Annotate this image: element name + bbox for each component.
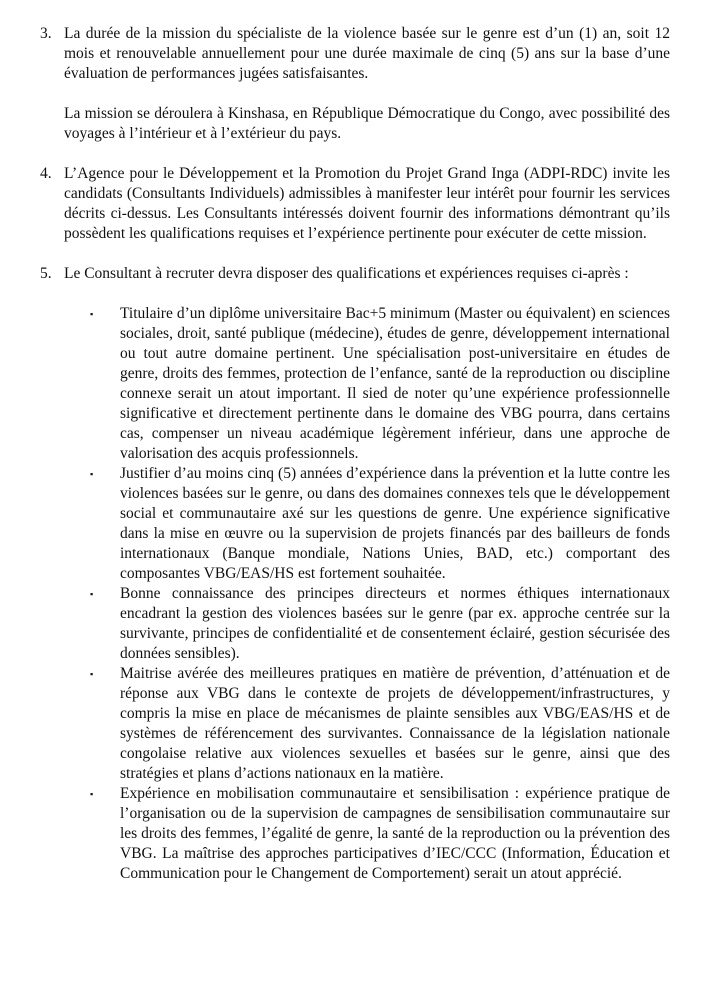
square-bullet-icon: ▪ xyxy=(90,669,94,679)
bullet-item-experience xyxy=(64,464,670,584)
bullet-item-best-practices xyxy=(64,664,670,784)
item-body xyxy=(64,24,670,144)
bullet-text: Titulaire d’un diplôme universitaire Bac+5 minimum (Master ou équivalent) en sciences sociales, droit, santé publique (médecine), études de genre, développement international ou tout autre domaine pertinent. Une spécialisation post-universitaire en études de genre, droits des femmes, protection de l’enfance, santé de la reproduction ou discipline connexe serait un atout important. Il sied de noter qu’une expérience professionnelle significative et directement pertinente dans le domaine des VBG pourra, dans certains cas, compenser un niveau académique légèrement inférieur, dans une approche de valorisation des acquis professionnels. xyxy=(120,305,670,462)
bullet-item-degree xyxy=(64,304,670,464)
numbered-item-3 xyxy=(40,24,670,144)
numbered-item-5 xyxy=(40,264,670,884)
item-body xyxy=(64,264,670,884)
square-bullet-icon: ▪ xyxy=(90,469,94,479)
item-number: 3. xyxy=(40,25,52,42)
numbered-item-4 xyxy=(40,164,670,244)
mission-duration-paragraph: La durée de la mission du spécialiste de la violence basée sur le genre est d’un (1) an, soit 12 mois et renouvelable annuellement pour une durée maximale de cinq (5) ans sur la base d’une évaluation de performances jugées satisfaisantes. xyxy=(64,25,670,82)
square-bullet-icon: ▪ xyxy=(90,589,94,599)
item-number: 5. xyxy=(40,265,52,282)
bullet-text: Maitrise avérée des meilleures pratiques en matière de prévention, d’atténuation et de réponse aux VBG dans le contexte de projets de développement/infrastructures, y compris la mise en place de mécanismes de plainte sensibles aux VBG/EAS/HS et de systèmes de référencement des survivantes. Connaissance de la législation nationale congolaise relative aux violences sexuelles et basées sur le genre, ainsi que des stratégies et plans d’actions nationaux en la matière. xyxy=(120,665,670,782)
invitation-paragraph: L’Agence pour le Développement et la Promotion du Projet Grand Inga (ADPI-RDC) invite les candidats (Consultants Individuels) admissibles à manifester leur intérêt pour fournir les services décrits ci-dessus. Les Consultants intéressés doivent fournir des informations démontrant qu’ils possèdent les qualifications requises et l’expérience pertinente pour exécuter de cette mission. xyxy=(64,165,670,242)
item-number: 4. xyxy=(40,165,52,182)
bullet-text: Bonne connaissance des principes directeurs et normes éthiques internationaux encadrant la gestion des violences basées sur le genre (par ex. approche centrée sur la survivante, principes de confidentialité et de consentement éclairé, gestion sécurisée des données sensibles). xyxy=(120,585,670,662)
qualifications-intro-paragraph: Le Consultant à recruter devra disposer des qualifications et expériences requises ci-après : xyxy=(64,265,629,282)
bullet-text: Expérience en mobilisation communautaire et sensibilisation : expérience pratique de l’organisation ou de la supervision de campagnes de sensibilisation communautaire sur les droits des femmes, l’égalité de genre, la santé de la reproduction ou la prévention des VBG. La maîtrise des approches participatives d’IEC/CCC (Information, Éducation et Communication pour le Changement de Comportement) serait un atout apprécié. xyxy=(120,785,670,882)
item-body xyxy=(64,164,670,244)
bullet-item-principles xyxy=(64,584,670,664)
square-bullet-icon: ▪ xyxy=(90,309,94,319)
bullet-item-community-mobilization xyxy=(64,784,670,884)
bullet-text: Justifier d’au moins cinq (5) années d’expérience dans la prévention et la lutte contre les violences basées sur le genre, ou dans des domaines connexes tels que le développement social et communautaire axé sur les questions de genre. Une expérience significative dans la mise en œuvre ou la supervision de projets financés par des bailleurs de fonds internationaux (Banque mondiale, Nations Unies, BAD, etc.) comportant des composantes VBG/EAS/HS est fortement souhaitée. xyxy=(120,465,670,582)
qualifications-bullet-list xyxy=(64,304,670,884)
square-bullet-icon: ▪ xyxy=(90,789,94,799)
mission-location-paragraph: La mission se déroulera à Kinshasa, en République Démocratique du Congo, avec possibilité des voyages à l’intérieur et à l’extérieur du pays. xyxy=(64,105,670,142)
